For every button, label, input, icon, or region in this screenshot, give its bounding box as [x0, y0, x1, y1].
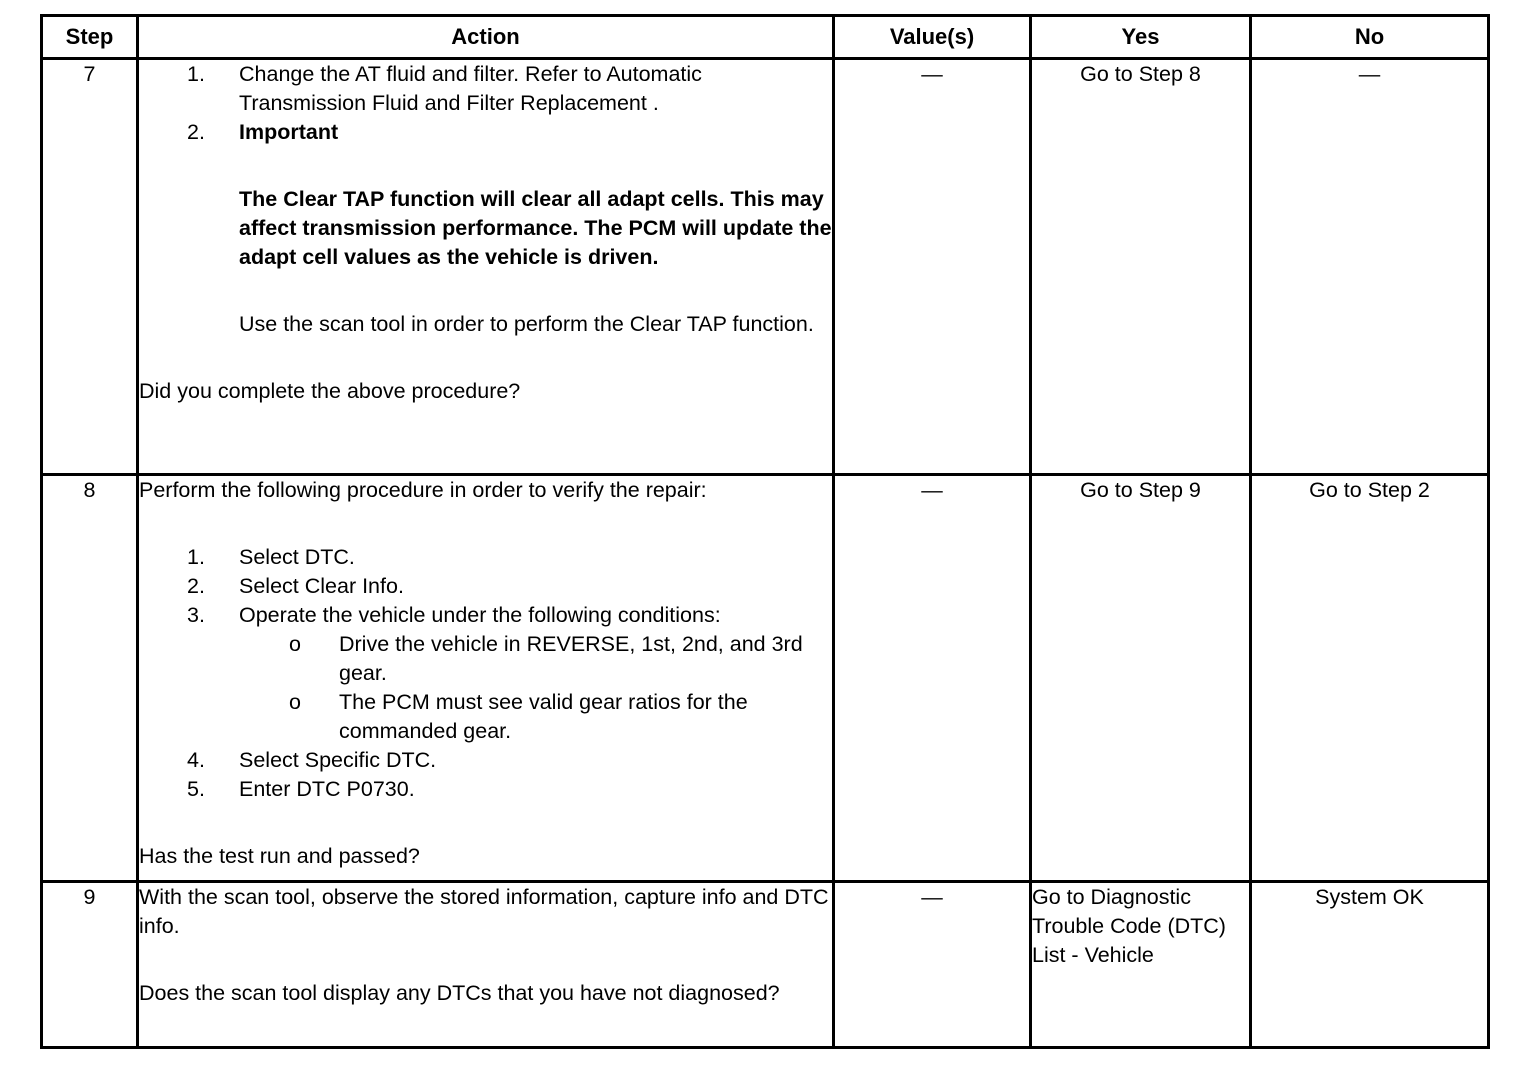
list-item: [187, 746, 832, 775]
bullet-item: [289, 688, 832, 746]
action-cell: [139, 476, 835, 883]
table-row-step-9: [43, 883, 1490, 1049]
important-label: Important: [239, 120, 339, 144]
question-text: Did you complete the above procedure?: [139, 379, 521, 403]
no-cell: System OK: [1252, 883, 1490, 1049]
list-text: Enter DTC P0730.: [239, 777, 415, 801]
list-number: 1.: [187, 62, 205, 86]
list-text: Select Specific DTC.: [239, 748, 437, 772]
procedure-list: [139, 60, 832, 147]
header-values: Value(s): [835, 17, 1032, 60]
bullet-item: [289, 630, 832, 688]
table-row-step-7: [43, 60, 1490, 476]
list-number: 5.: [187, 777, 205, 801]
list-number: 3.: [187, 603, 205, 627]
step-number: 9: [43, 883, 139, 1049]
bullet-text: Drive the vehicle in REVERSE, 1st, 2nd, and 3rd gear.: [339, 632, 803, 685]
list-item: [187, 118, 832, 147]
question-text: Does the scan tool display any DTCs that you have not diagnosed?: [139, 981, 780, 1005]
list-text: Select DTC.: [239, 545, 355, 569]
header-action: Action: [139, 17, 835, 60]
list-number: 4.: [187, 748, 205, 772]
circle-bullet-icon: o: [289, 632, 301, 656]
list-item: [187, 60, 832, 118]
list-text: Select Clear Info.: [239, 574, 404, 598]
list-number: 2.: [187, 574, 205, 598]
list-number: 1.: [187, 545, 205, 569]
header-yes: Yes: [1032, 17, 1252, 60]
list-item: [187, 543, 832, 572]
header-row: [43, 17, 1490, 60]
intro-text: With the scan tool, observe the stored information, capture info and DTC info.: [139, 885, 829, 938]
list-item: [187, 601, 832, 746]
list-number: 2.: [187, 120, 205, 144]
value-cell: —: [835, 883, 1032, 1049]
circle-bullet-icon: o: [289, 690, 301, 714]
condition-list: [239, 630, 832, 746]
header-step: Step: [43, 17, 139, 60]
no-cell: —: [1252, 60, 1490, 476]
value-cell: —: [835, 476, 1032, 883]
list-item: [187, 775, 832, 804]
action-cell: [139, 883, 835, 1049]
yes-cell: Go to Step 8: [1032, 60, 1252, 476]
important-note: The Clear TAP function will clear all adapt cells. This may affect transmission performance. The PCM will update the adapt cell values as the vehicle is driven.: [239, 187, 832, 269]
instruction-text: Use the scan tool in order to perform the Clear TAP function.: [239, 312, 814, 336]
action-cell: [139, 60, 835, 476]
yes-cell: Go to Diagnostic Trouble Code (DTC) List - Vehicle: [1032, 883, 1252, 1049]
table-row-step-8: [43, 476, 1490, 883]
value-cell: —: [835, 60, 1032, 476]
yes-cell: Go to Step 9: [1032, 476, 1252, 883]
step-number: 7: [43, 60, 139, 476]
bullet-text: The PCM must see valid gear ratios for the commanded gear.: [339, 690, 748, 743]
list-text: Operate the vehicle under the following conditions:: [239, 603, 721, 627]
no-cell: Go to Step 2: [1252, 476, 1490, 883]
list-text: Change the AT fluid and filter. Refer to Automatic Transmission Fluid and Filter Replacement .: [239, 62, 702, 115]
step-number: 8: [43, 476, 139, 883]
procedure-list: [139, 543, 832, 804]
diagnostic-table: [40, 14, 1490, 1049]
intro-text: Perform the following procedure in order to verify the repair:: [139, 478, 707, 502]
header-no: No: [1252, 17, 1490, 60]
question-text: Has the test run and passed?: [139, 844, 420, 868]
list-item: [187, 572, 832, 601]
